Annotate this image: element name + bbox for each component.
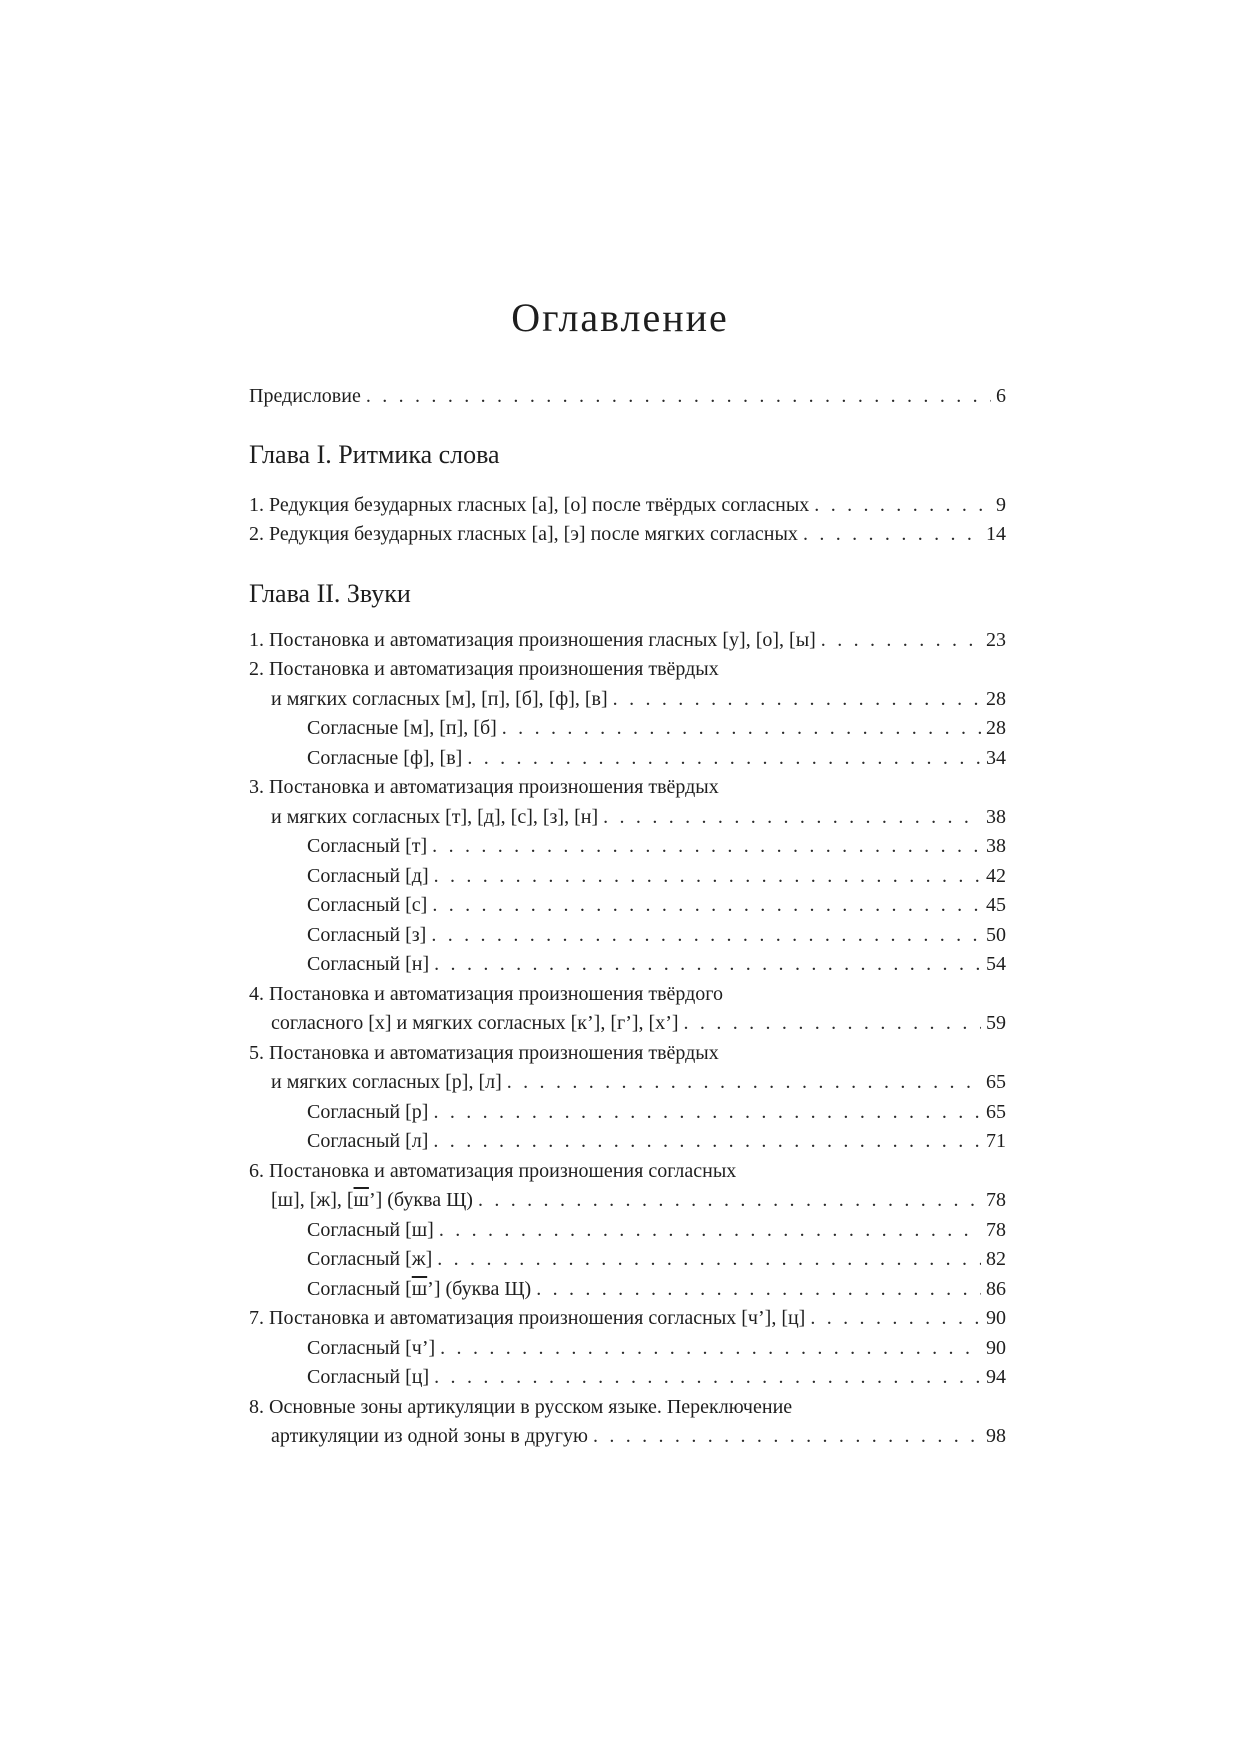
toc-entry-first-line[interactable] xyxy=(249,1157,1006,1187)
leader-dots xyxy=(433,1127,981,1157)
toc-page-number: 78 xyxy=(986,1218,1006,1241)
toc-entry-text: и мягких согласных [м], [п], [б], [ф], [в] xyxy=(271,687,608,710)
toc-page-number: 34 xyxy=(986,746,1006,769)
toc-page-number: 42 xyxy=(986,864,1006,887)
leader-dots xyxy=(433,1098,981,1128)
toc-entry[interactable] xyxy=(249,1068,1006,1098)
toc-entry[interactable] xyxy=(249,685,1006,715)
toc-entry-preface[interactable] xyxy=(249,382,1006,412)
toc-page-number: 6 xyxy=(996,385,1006,407)
toc-subentry[interactable] xyxy=(249,1334,1006,1364)
leader-dots xyxy=(467,744,981,774)
toc-entry[interactable] xyxy=(249,1009,1006,1039)
toc-entry-text: Согласный [ж] xyxy=(307,1248,433,1270)
toc-entry[interactable] xyxy=(249,626,1006,656)
toc-page-number: 23 xyxy=(986,628,1006,651)
toc-entry[interactable] xyxy=(249,520,1006,550)
leader-dots xyxy=(593,1422,981,1452)
toc-page-number: 71 xyxy=(986,1130,1006,1152)
toc-page-number: 82 xyxy=(986,1248,1006,1270)
leader-dots xyxy=(434,1363,981,1393)
leader-dots xyxy=(366,382,991,412)
toc-page-number: 65 xyxy=(986,1100,1006,1123)
leader-dots xyxy=(434,862,981,892)
toc-entry-text: 2. Редукция безударных гласных [а], [э] после мягких согласных xyxy=(249,523,798,545)
toc-page-number: 78 xyxy=(986,1189,1006,1211)
overlined-letter: ш xyxy=(411,1277,428,1300)
toc-entry-first-line[interactable] xyxy=(249,773,1006,803)
leader-dots xyxy=(432,891,981,921)
leader-dots xyxy=(432,832,981,862)
toc-entry-text: Согласный [л] xyxy=(307,1130,429,1152)
toc-entry-text: Предисловие xyxy=(249,385,361,407)
leader-dots xyxy=(507,1068,981,1098)
toc-entry-text: артикуляции из одной зоны в другую xyxy=(271,1425,588,1447)
toc-entry-first-line[interactable] xyxy=(249,1393,1006,1423)
toc-entry[interactable] xyxy=(249,1186,1006,1216)
toc-page-number: 45 xyxy=(986,894,1006,916)
toc-page-number: 54 xyxy=(986,953,1006,975)
leader-dots xyxy=(814,491,991,521)
leader-dots xyxy=(440,1334,981,1364)
toc-subentry[interactable] xyxy=(249,950,1006,980)
toc-entry-text: Согласный [ч’] xyxy=(307,1336,436,1359)
toc-subentry[interactable] xyxy=(249,1275,1006,1305)
toc-page-number: 14 xyxy=(986,523,1006,545)
toc-entry-text: Согласный [ц] xyxy=(307,1366,430,1388)
toc-entry-text: Согласные [м], [п], [б] xyxy=(307,717,497,739)
toc-entry-text: и мягких согласных [т], [д], [с], [з], [н] xyxy=(271,805,599,828)
toc-page-number: 50 xyxy=(986,923,1006,946)
leader-dots xyxy=(437,1245,981,1275)
leader-dots xyxy=(603,803,981,833)
toc-entry[interactable] xyxy=(249,1422,1006,1452)
toc-entry-text: Согласный [ш] xyxy=(307,1218,434,1241)
toc-entry-text: согласного [х] и мягких согласных [к’], [г’], [х’] xyxy=(271,1012,679,1034)
toc-entry[interactable] xyxy=(249,803,1006,833)
toc-subentry[interactable] xyxy=(249,714,1006,744)
leader-dots xyxy=(536,1275,981,1305)
leader-dots xyxy=(439,1216,981,1246)
leader-dots xyxy=(803,520,981,550)
toc-entry-text: 2. Постановка и автоматизация произношения твёрдых xyxy=(249,658,719,680)
toc-entry-text: Согласный [д] xyxy=(307,864,429,887)
toc-subentry[interactable] xyxy=(249,744,1006,774)
toc-entry-text xyxy=(307,1275,531,1305)
toc-entry-text: Согласный [з] xyxy=(307,923,427,946)
toc-page-number: 86 xyxy=(986,1277,1006,1300)
leader-dots xyxy=(684,1009,981,1039)
toc-page-number: 90 xyxy=(986,1336,1006,1359)
toc-entry-first-line[interactable] xyxy=(249,980,1006,1010)
leader-dots xyxy=(821,626,981,656)
toc-text-part: ’] (буква Щ) xyxy=(368,1189,473,1211)
toc-text-part: ’] (буква Щ) xyxy=(427,1277,532,1300)
toc-entry-text: Согласный [р] xyxy=(307,1100,429,1123)
toc-entry-text: 7. Постановка и автоматизация произношения согласных [ч’], [ц] xyxy=(249,1307,806,1329)
toc-subentry[interactable] xyxy=(249,921,1006,951)
toc-entry-text: 3. Постановка и автоматизация произношения твёрдых xyxy=(249,776,719,798)
toc-page-number: 59 xyxy=(986,1012,1006,1034)
leader-dots xyxy=(434,950,981,980)
toc-page-number: 65 xyxy=(986,1071,1006,1093)
toc-entry[interactable] xyxy=(249,1304,1006,1334)
toc-entry-text: 6. Постановка и автоматизация произношения согласных xyxy=(249,1159,737,1182)
toc-entry-text: Согласный [с] xyxy=(307,894,428,916)
toc-subentry[interactable] xyxy=(249,1127,1006,1157)
toc-entry-text: и мягких согласных [р], [л] xyxy=(271,1071,502,1093)
toc-page-number: 38 xyxy=(986,835,1006,857)
toc-subentry[interactable] xyxy=(249,862,1006,892)
leader-dots xyxy=(502,714,981,744)
toc-entry-text: 1. Редукция безударных гласных [а], [о] после твёрдых согласных xyxy=(249,493,810,516)
toc-page-number: 94 xyxy=(986,1366,1006,1388)
leader-dots xyxy=(810,1304,981,1334)
toc-entry-first-line[interactable] xyxy=(249,1039,1006,1069)
toc-subentry[interactable] xyxy=(249,832,1006,862)
toc-entry-text: Согласный [т] xyxy=(307,835,428,857)
toc-subentry[interactable] xyxy=(249,891,1006,921)
toc-page-number: 28 xyxy=(986,717,1006,739)
toc-entry-text: Согласный [н] xyxy=(307,953,430,975)
toc-page-number: 90 xyxy=(986,1307,1006,1329)
toc-subentry[interactable] xyxy=(249,1245,1006,1275)
toc-page-number: 38 xyxy=(986,805,1006,828)
leader-dots xyxy=(478,1186,981,1216)
toc-page-number: 28 xyxy=(986,687,1006,710)
toc-entry-text: 4. Постановка и автоматизация произношения твёрдого xyxy=(249,982,724,1005)
page-title: Оглавление xyxy=(511,295,729,340)
toc-subentry[interactable] xyxy=(249,1363,1006,1393)
leader-dots xyxy=(613,685,981,715)
toc-page-number: 9 xyxy=(996,493,1006,516)
toc-page-number: 98 xyxy=(986,1425,1006,1447)
toc-subentry[interactable] xyxy=(249,1216,1006,1246)
toc-entry-text: Согласные [ф], [в] xyxy=(307,746,463,769)
toc-text-part: [ш], [ж], [ xyxy=(271,1189,354,1211)
toc-entry-text: 5. Постановка и автоматизация произношения твёрдых xyxy=(249,1041,719,1064)
toc-entry-text: 1. Постановка и автоматизация произношения гласных [у], [о], [ы] xyxy=(249,628,816,651)
leader-dots xyxy=(431,921,981,951)
toc-entry-first-line[interactable] xyxy=(249,655,1006,685)
toc-entry-text xyxy=(271,1186,473,1216)
chapter-heading-1: Глава I. Ритмика слова xyxy=(249,439,500,469)
toc-text-part: Согласный [ xyxy=(307,1277,412,1300)
overlined-letter: ш xyxy=(353,1189,369,1211)
table-of-contents xyxy=(249,382,1006,1452)
chapter-heading-2: Глава II. Звуки xyxy=(249,578,411,608)
toc-entry[interactable] xyxy=(249,491,1006,521)
toc-entry-text: 8. Основные зоны артикуляции в русском языке. Переключение xyxy=(249,1395,793,1418)
toc-subentry[interactable] xyxy=(249,1098,1006,1128)
